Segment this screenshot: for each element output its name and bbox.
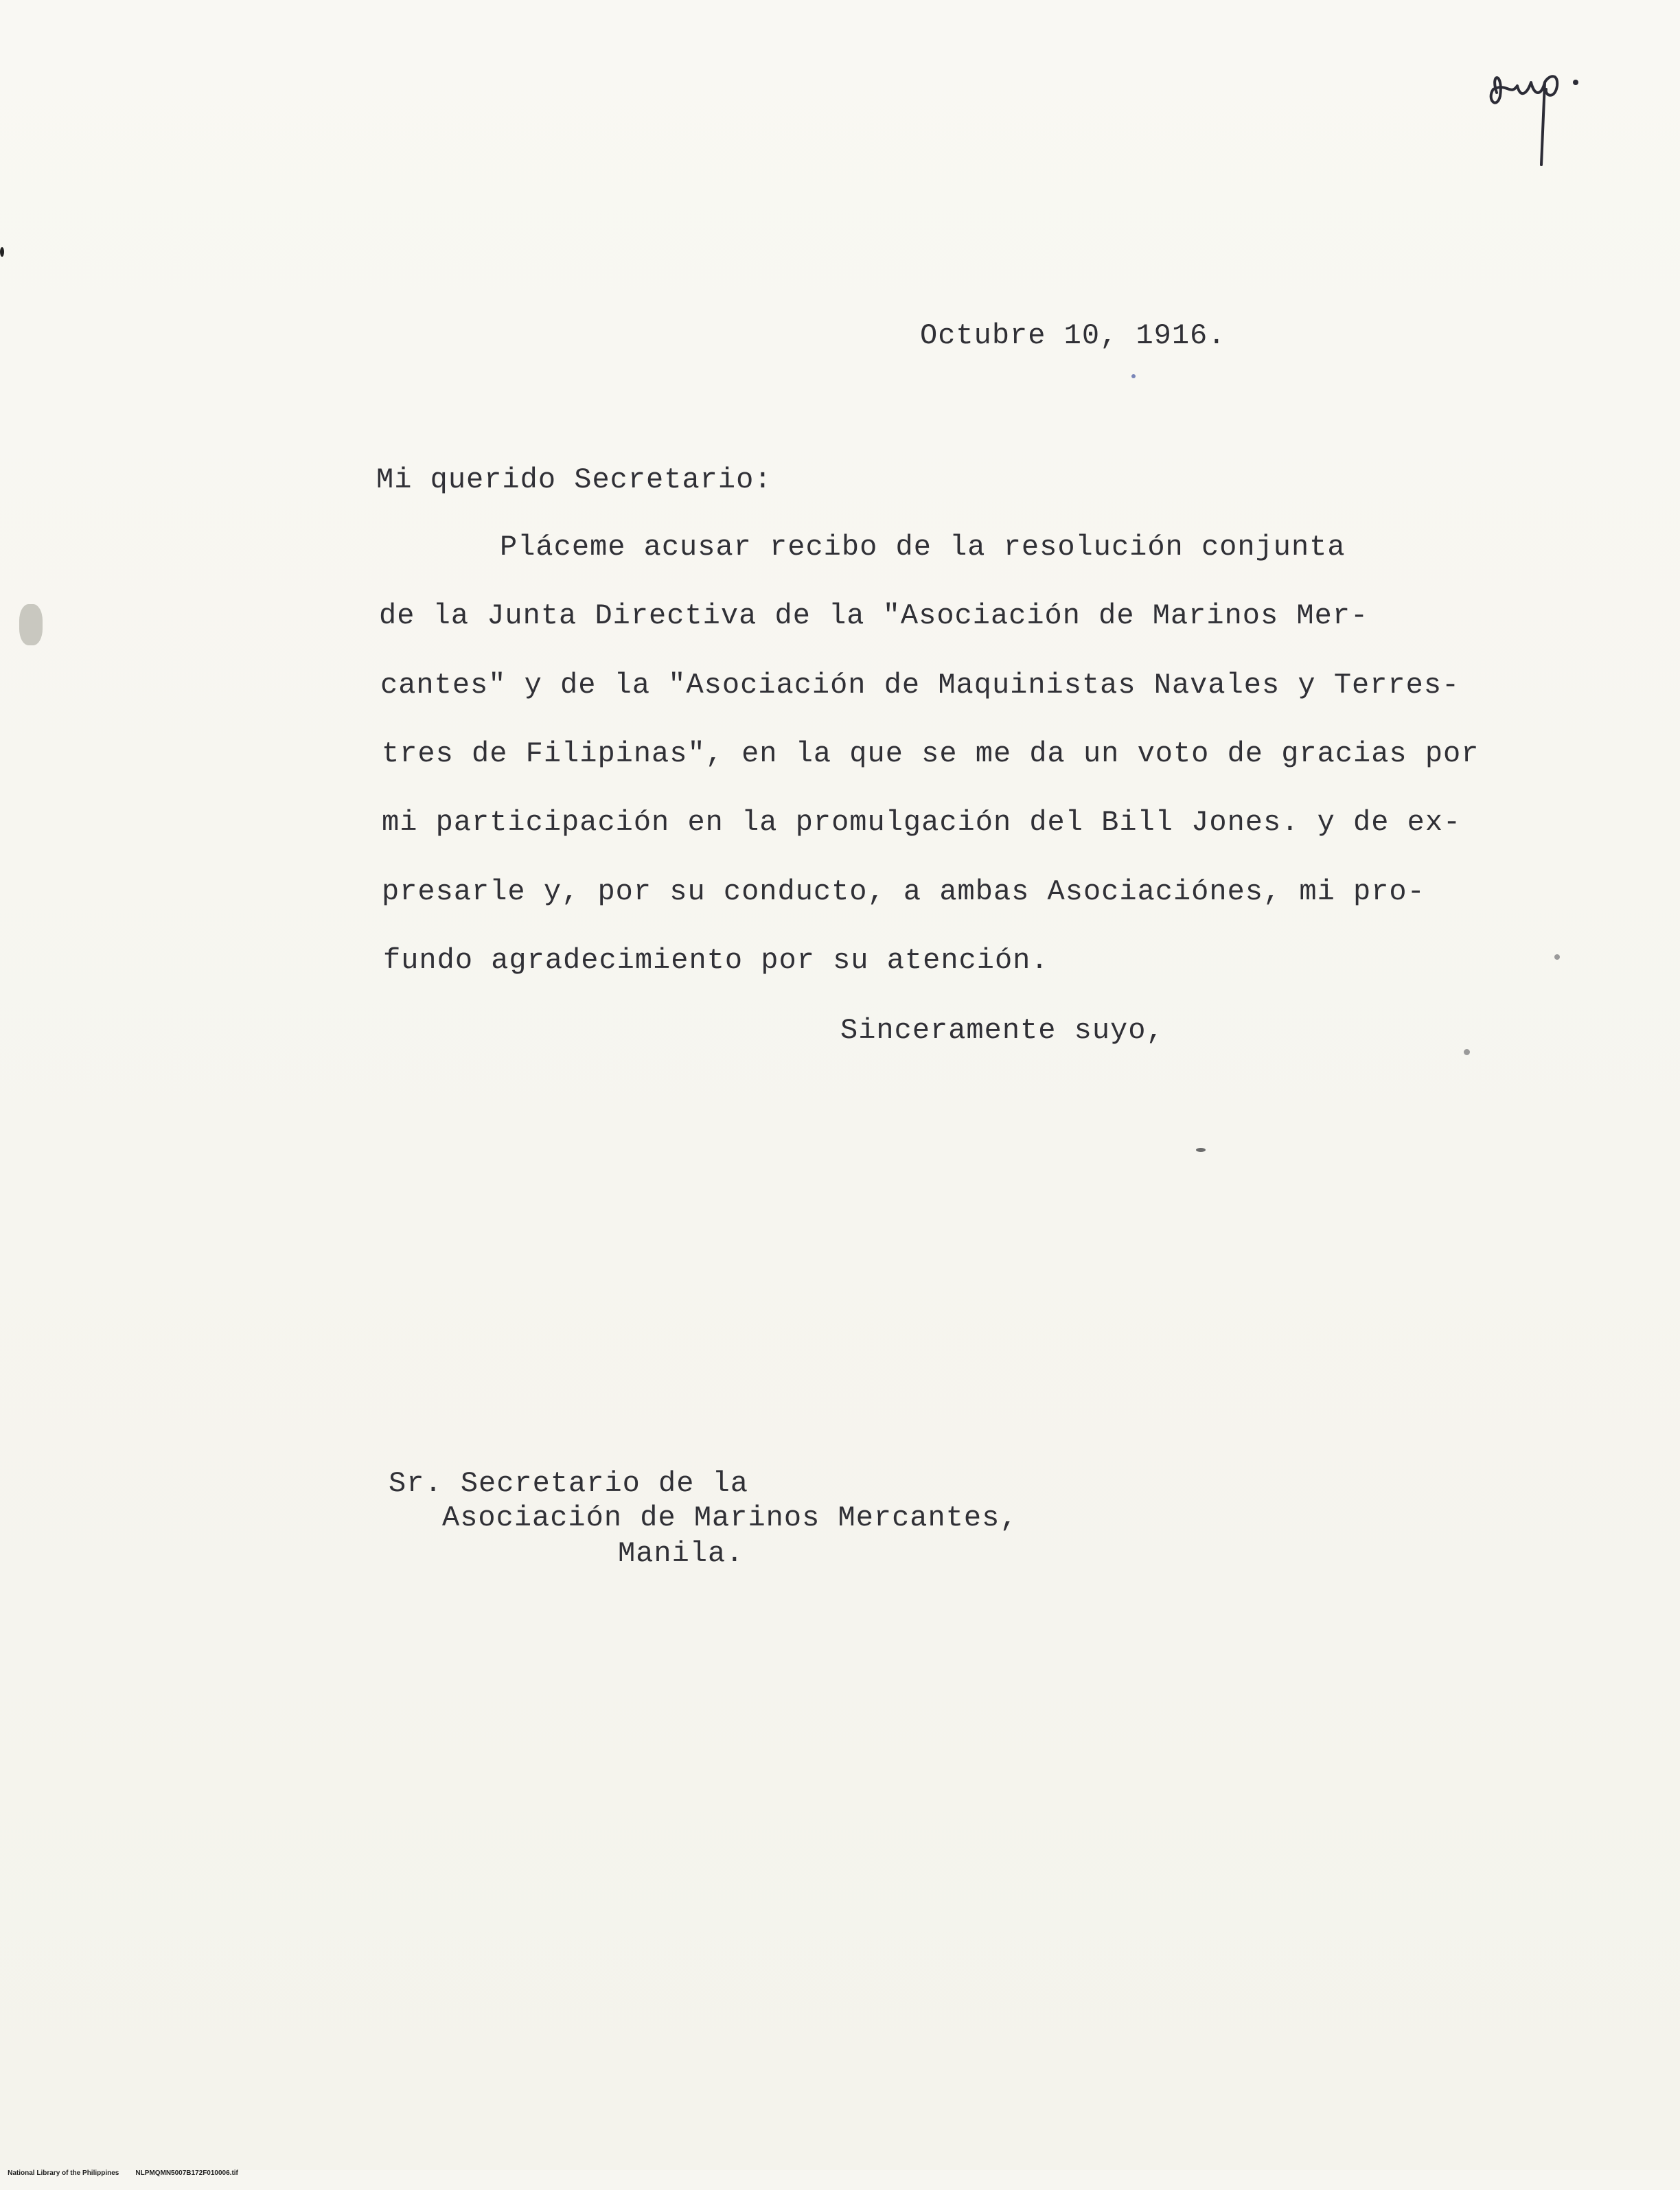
address-line: Manila. bbox=[618, 1537, 744, 1570]
body-line: de la Junta Directiva de la "Asociación de Marinos Mer- bbox=[379, 599, 1369, 632]
paper-speck bbox=[19, 604, 43, 645]
body-line: tres de Filipinas", en la que se me da un voto de gracias por bbox=[382, 737, 1480, 770]
body-line: Pláceme acusar recibo de la resolución conjunta bbox=[500, 531, 1346, 564]
salutation: Mi querido Secretario: bbox=[376, 463, 772, 496]
address-line: Asociación de Marinos Mercantes, bbox=[442, 1501, 1018, 1534]
paper-speck bbox=[1464, 1049, 1470, 1055]
letter-date: Octubre 10, 1916. bbox=[920, 319, 1226, 352]
paper-speck bbox=[1131, 374, 1136, 378]
body-line: mi participación en la promulgación del Bill Jones. y de ex- bbox=[382, 806, 1462, 839]
paper-speck bbox=[0, 247, 4, 257]
paper-speck bbox=[1554, 954, 1560, 960]
paper-speck bbox=[1196, 1148, 1206, 1152]
address-line: Sr. Secretario de la bbox=[389, 1467, 749, 1500]
handwritten-annotation bbox=[1476, 45, 1600, 175]
handwritten-dup-mark bbox=[1476, 45, 1600, 175]
footer-file-name: NLPMQMN5007B172F010006.tif bbox=[135, 2169, 238, 2177]
body-line: presarle y, por su conducto, a ambas Asociaciónes, mi pro- bbox=[382, 875, 1425, 908]
scan-footer bbox=[0, 2157, 255, 2177]
body-line: cantes" y de la "Asociación de Maquinistas Navales y Terres- bbox=[380, 669, 1460, 702]
body-line: fundo agradecimiento por su atención. bbox=[383, 944, 1049, 977]
closing: Sinceramente suyo, bbox=[840, 1014, 1164, 1047]
footer-institution: National Library of the Philippines bbox=[8, 2169, 119, 2177]
